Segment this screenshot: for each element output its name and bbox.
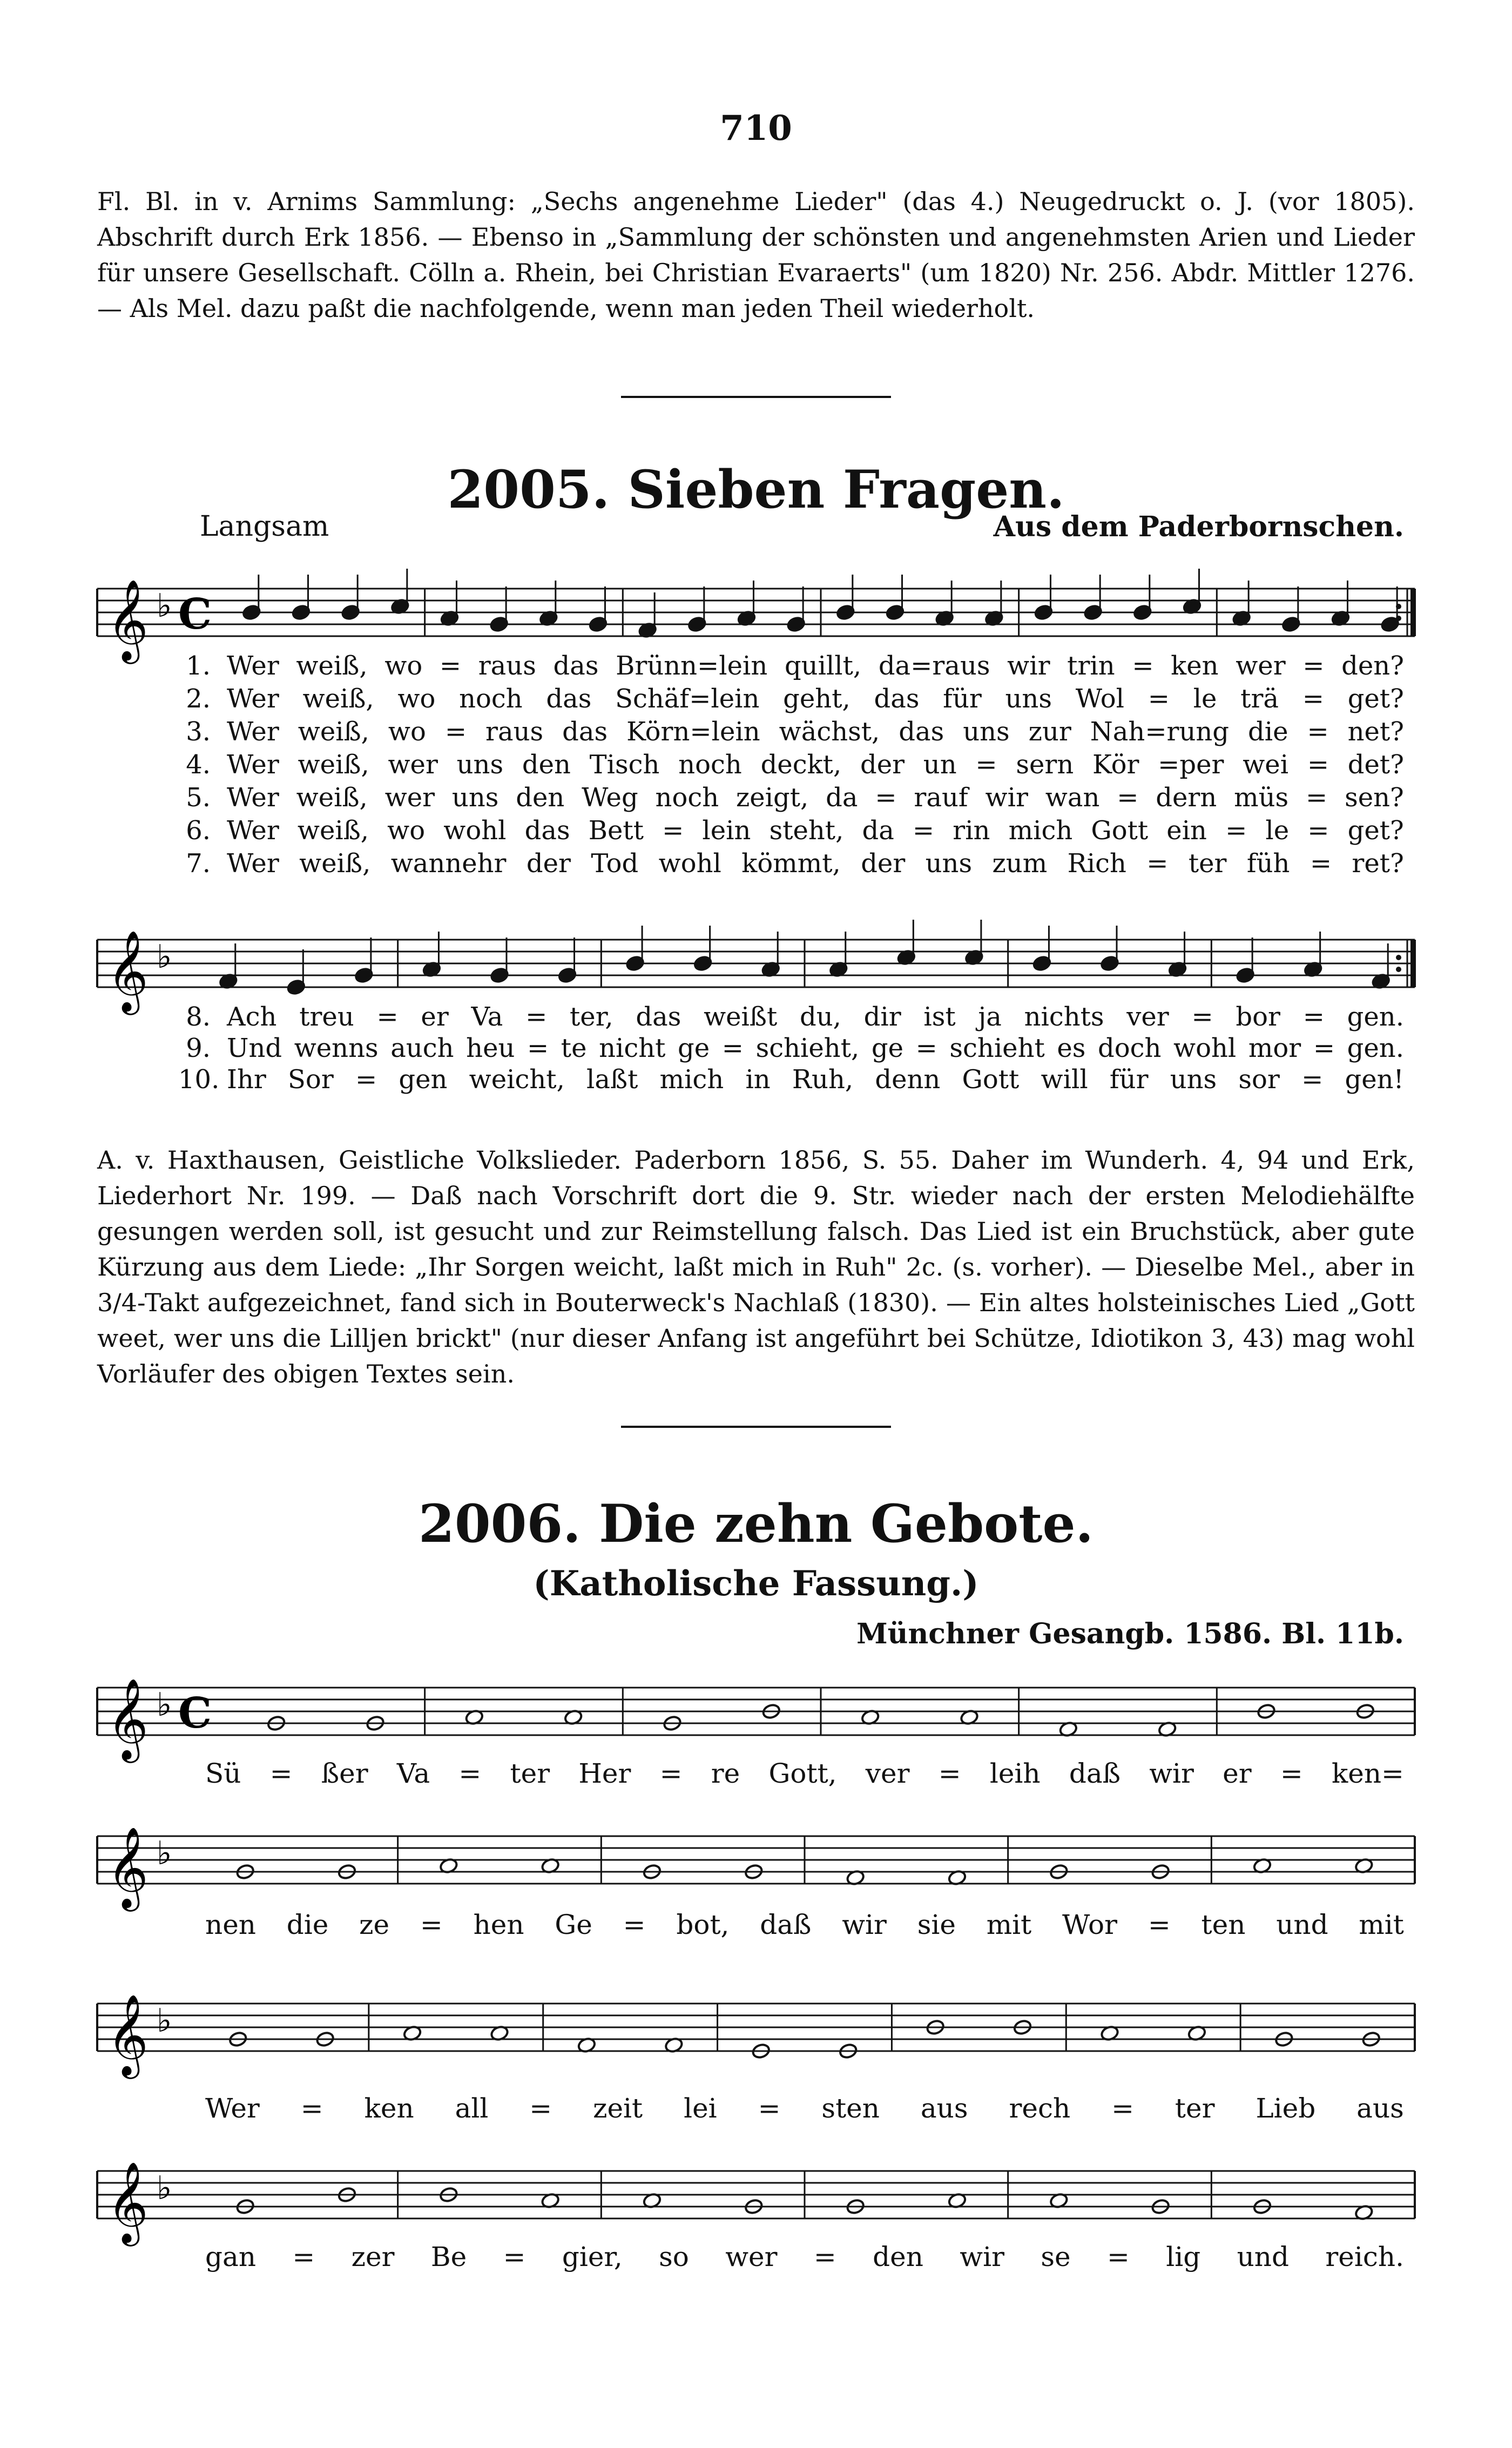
- treble-clef-icon: 𝄞: [107, 929, 148, 1011]
- verse-number: 8.: [186, 1002, 211, 1032]
- verse-text: Wer weiß, wo noch das Schäf=lein geht, das für uns Wol = le trä = get?: [227, 684, 1404, 714]
- verse-number: 9.: [186, 1033, 211, 1063]
- verse-number: 5.: [186, 783, 211, 813]
- divider-1: [621, 396, 891, 398]
- flat-icon: ♭: [157, 587, 172, 625]
- lyrics-line-3: Wer = ken all = zeit lei = sten aus rech = ter Lieb aus: [205, 2093, 1404, 2124]
- verse-number: 10.: [178, 1064, 220, 1095]
- intro-note: Fl. Bl. in v. Arnims Sammlung: „Sechs angenehme Lieder" (das 4.) Neugedruckt o. J. (vor 1805). Abschrift durch Erk 1856. — Ebenso in „Sammlung der schönsten und angenehmsten Arien und Lieder für unsere Gesellschaft. Cölln a. Rhein, bei Christian Evaraerts" (um 1820) Nr. 256. Abdr. Mittler 1276. — Als Mel. dazu paßt die nachfolgende, wenn man jeden Theil wiederholt.: [97, 187, 1415, 323]
- treble-clef-icon: 𝄞: [107, 578, 148, 660]
- tempo-marking: Langsam: [200, 510, 329, 543]
- verse-number: 7.: [186, 848, 211, 879]
- song-2006-source: Münchner Gesangb. 1586. Bl. 11b.: [856, 1617, 1404, 1650]
- music-staff-2006-line4: [0, 2144, 1512, 2252]
- verse-text: Wer weiß, wo wohl das Bett = lein steht, da = rin mich Gott ein = le = get?: [227, 815, 1404, 846]
- music-staff-2006-line3: [0, 1977, 1512, 2095]
- verse-number: 3.: [186, 717, 211, 747]
- music-staff-2006-line2: [0, 1809, 1512, 1917]
- verse-number: 4.: [186, 750, 211, 780]
- flat-icon: ♭: [157, 2002, 172, 2040]
- song-2005-title: 2005. Sieben Fragen.: [447, 459, 1065, 520]
- song-2006-subtitle: (Katholische Fassung.): [533, 1563, 979, 1604]
- verse-text: Ach treu = er Va = ter, das weißt du, dir ist ja nichts ver = bor = gen.: [227, 1002, 1404, 1032]
- treble-clef-icon: 𝄞: [107, 1826, 148, 1908]
- lyrics-line-1: Sü = ßer Va = ter Her = re Gott, ver = leih daß wir er = ken=: [205, 1758, 1404, 1789]
- verse-number: 2.: [186, 684, 211, 714]
- time-signature-icon: C: [178, 590, 212, 639]
- flat-icon: ♭: [157, 1686, 172, 1724]
- flat-icon: ♭: [157, 938, 172, 976]
- lyrics-line-2: nen die ze = hen Ge = bot, daß wir sie mit Wor = ten und mit: [205, 1909, 1404, 1940]
- verse-text: Wer weiß, wannehr der Tod wohl kömmt, der uns zum Rich = ter füh = ret?: [227, 848, 1404, 879]
- treble-clef-icon: 𝄞: [107, 2161, 148, 2243]
- treble-clef-icon: 𝄞: [107, 1677, 148, 1759]
- song-2006-title: 2006. Die zehn Gebote.: [418, 1493, 1094, 1554]
- song-2005-source: Aus dem Paderbornschen.: [993, 510, 1404, 543]
- lyrics-line-4: gan = zer Be = gier, so wer = den wir se = lig und reich.: [205, 2241, 1404, 2272]
- verse-number: 6.: [186, 815, 211, 846]
- time-signature-icon: C: [178, 1689, 212, 1738]
- verse-text: Wer weiß, wer uns den Tisch noch deckt, der un = sern Kör =per wei = det?: [227, 750, 1404, 780]
- treble-clef-icon: 𝄞: [107, 1993, 148, 2075]
- flat-icon: ♭: [157, 1835, 172, 1872]
- verse-text: Wer weiß, wer uns den Weg noch zeigt, da = rauf wir wan = dern müs = sen?: [227, 783, 1404, 813]
- flat-icon: ♭: [157, 2169, 172, 2207]
- verse-text: Und wenns auch heu = te nicht ge = schieht, ge = schieht es doch wohl mor = gen.: [227, 1033, 1404, 1063]
- verse-number: 1.: [186, 651, 211, 681]
- music-staff-2006-line1: [0, 1661, 1512, 1769]
- divider-2: [621, 1426, 891, 1428]
- song-2005-note: A. v. Haxthausen, Geistliche Volkslieder. Paderborn 1856, S. 55. Daher im Wunderh. 4, 94 und Erk, Liederhort Nr. 199. — Daß nach Vorschrift dort die 9. Str. wieder nach der ersten Melodiehälfte gesungen werden soll, ist gesucht und zur Reimstellung falsch. Das Lied ist ein Bruchstück, aber gute Kürzung aus dem Liede: „Ihr Sorgen weicht, laßt mich in Ruh" 2c. (s. vorher). — Dieselbe Mel., aber in 3/4-Takt aufgezeichnet, fand sich in Bouterweck's Nachlaß (1830). — Ein altes holsteinisches Lied „Gott weet, wer uns die Lilljen brickt" (nur dieser Anfang ist angeführt bei Schütze, Idiotikon 3, 43) mag wohl Vorläufer des obigen Textes sein.: [97, 1145, 1415, 1388]
- verse-text: Ihr Sor = gen weicht, laßt mich in Ruh, denn Gott will für uns sor = gen!: [227, 1064, 1404, 1095]
- verse-text: Wer weiß, wo = raus das Brünn=lein quillt, da=raus wir trin = ken wer = den?: [227, 651, 1404, 681]
- verse-text: Wer weiß, wo = raus das Körn=lein wächst, das uns zur Nah=rung die = net?: [227, 717, 1404, 747]
- page-number: 710: [720, 108, 792, 149]
